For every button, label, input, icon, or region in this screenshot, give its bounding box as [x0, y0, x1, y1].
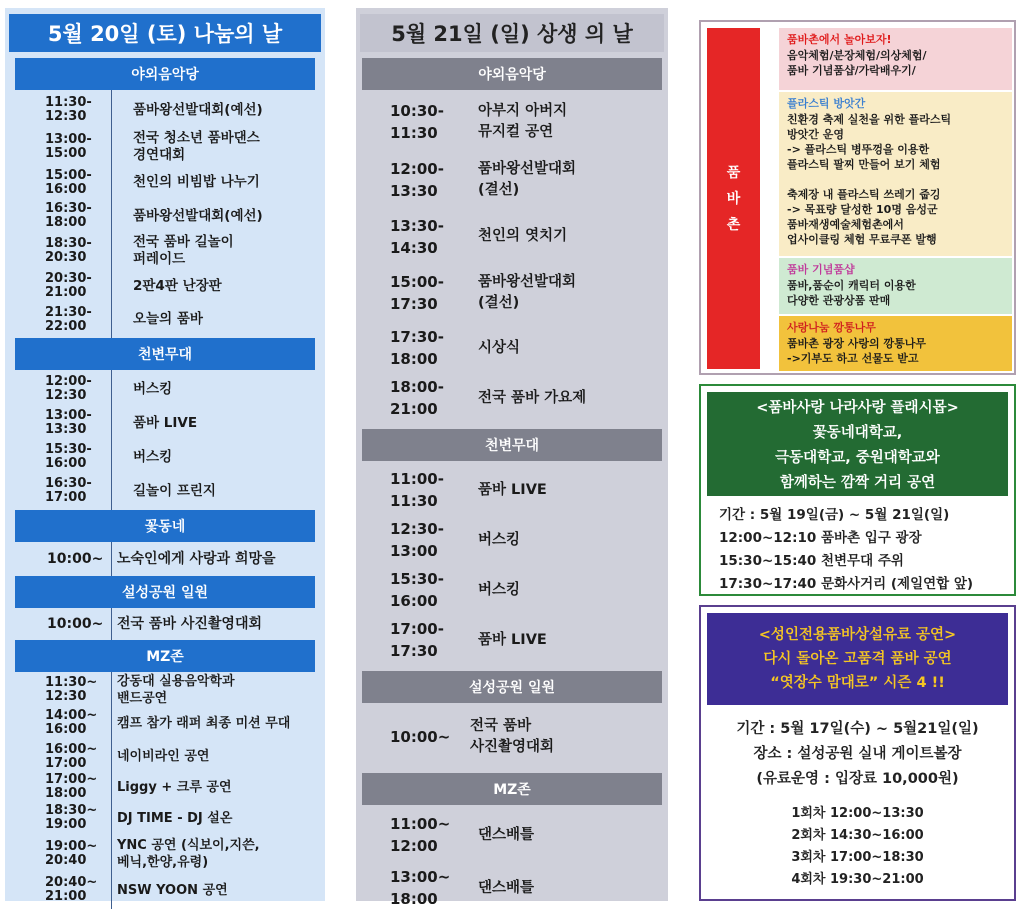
event-name: 아부지 아버지 뮤지컬 공연 [478, 103, 568, 140]
event-name: 천인의 비빔밥 나누기 [133, 174, 260, 190]
time-slot: 18:30~ 19:00 [45, 803, 98, 832]
event-name: 캠프 참가 래퍼 최종 미션 무대 [117, 715, 291, 731]
flashmob-line: 15:30~15:40 천변무대 주위 [719, 553, 904, 569]
venue-header: 천변무대 [362, 429, 662, 461]
event-name: 품바 LIVE [133, 414, 198, 431]
event-name: 2판4판 난장판 [133, 277, 222, 294]
time-slot: 16:00~ 17:00 [45, 741, 98, 771]
block-body: 음악체험/분장체험/의상체험/ 품바 기념품샵/가락배우기/ [787, 49, 927, 77]
venue-rows [362, 461, 662, 671]
column-divider [111, 608, 112, 640]
venue-rows [15, 370, 315, 510]
venue-header: 천변무대 [15, 338, 315, 370]
block-body: 친환경 축제 실천을 위한 플라스틱 방앗간 운영 -> 플라스틱 병뚜껑을 이용한 플라스틱 팔찌 만들어 보기 체험 축제장 내 플라스틱 쓰레기 줍깅 -> 목표량 달성한 10명 음성군 품바재생예술체험촌에서 업사이클링 체험 무료쿠폰 발행 [787, 113, 952, 246]
time-slot: 21:30- 22:00 [45, 304, 92, 334]
schedule-row [362, 263, 662, 323]
adult-info-line: 기간 : 5월 17일(수) ~ 5월21일(일) [736, 721, 979, 737]
time-slot: 11:00~ 12:00 [390, 815, 451, 855]
schedule-row [15, 128, 315, 166]
block-body: 품바촌 광장 사랑의 깡통나무 ->기부도 하고 선물도 받고 [787, 337, 926, 365]
flashmob-header: <품바사랑 나라사랑 플래시몹> 꽃동네대학교, 극동대학교, 중원대학교와 함께하는 깜짝 거리 공연 [707, 392, 1008, 496]
day2-schedule [356, 8, 668, 908]
schedule-row [15, 372, 315, 406]
venue-rows [15, 672, 315, 909]
schedule-row [362, 707, 662, 767]
event-name: 오늘의 품바 [133, 311, 203, 327]
event-name: 품바 LIVE [478, 481, 547, 498]
column-divider [111, 90, 112, 338]
time-slot: 13:30- 14:30 [390, 216, 444, 257]
time-slot: 11:30~ 12:30 [45, 675, 98, 704]
schedule-row [362, 323, 662, 373]
schedule-row [15, 801, 315, 835]
venue-header: 설성공원 일원 [362, 671, 662, 703]
time-slot: 18:30- 20:30 [45, 236, 92, 265]
round-line: 4회차 19:30~21:00 [791, 872, 924, 887]
event-name: 천인의 엿치기 [478, 228, 568, 244]
venue-rows [362, 90, 662, 429]
time-slot: 19:00~ 20:40 [45, 839, 98, 868]
schedule-row [15, 233, 315, 269]
side-char: 촌 [726, 216, 741, 233]
flashmob-line: 17:30~17:40 문화사거리 (제일연합 앞) [719, 576, 974, 592]
venue-header: 설성공원 일원 [15, 576, 315, 608]
schedule-row [15, 873, 315, 907]
column-divider [111, 542, 112, 576]
schedule-row [15, 303, 315, 336]
adult-show-info [701, 717, 1014, 792]
adult-info-line: 장소 : 설성공원 실내 게이트볼장 [753, 746, 962, 762]
schedule-row [15, 406, 315, 440]
venue-rows [15, 608, 315, 640]
event-name: 품바 LIVE [478, 631, 547, 648]
block-heading: 사랑나눔 깡통나무 [787, 321, 876, 334]
time-slot: 20:30- 21:00 [45, 271, 92, 300]
venue-rows [15, 542, 315, 576]
flashmob-details [719, 504, 973, 596]
schedule-row [15, 269, 315, 303]
day1-title: 5월 20일 (토) 나눔의 날 [9, 14, 321, 52]
time-slot: 13:00- 15:00 [45, 132, 92, 161]
round-line: 1회차 12:00~13:30 [791, 806, 924, 821]
schedule-row [362, 861, 662, 915]
adult-show-panel [699, 605, 1016, 901]
schedule-row [362, 615, 662, 665]
time-slot: 20:40~ 21:00 [45, 875, 98, 904]
column-divider [111, 672, 112, 909]
schedule-row [15, 92, 315, 128]
venue-rows [15, 90, 315, 338]
pumbachon-panel [699, 20, 1016, 375]
event-name: 댄스배틀 [478, 879, 535, 896]
schedule-row [15, 674, 315, 706]
schedule-row [15, 706, 315, 740]
schedule-row [362, 94, 662, 150]
event-name: 전국 품바 사진촬영대회 [470, 718, 555, 755]
block-heading: 플라스틱 방앗간 [787, 97, 866, 110]
time-slot: 17:30- 18:00 [390, 328, 444, 368]
event-name: 전국 품바 길놀이 퍼레이드 [133, 234, 234, 267]
pumbachon-play-block [779, 28, 1012, 90]
event-name: DJ TIME - DJ 설온 [117, 810, 233, 826]
time-slot: 15:00- 17:30 [390, 273, 444, 313]
event-name: 길놀이 프린지 [133, 482, 216, 499]
schedule-row [362, 809, 662, 861]
time-slot: 10:00~ [47, 551, 104, 567]
schedule-row [15, 544, 315, 574]
schedule-row [15, 835, 315, 873]
souvenir-shop-block [779, 258, 1012, 314]
schedule-row [362, 210, 662, 263]
schedule-row [15, 610, 315, 638]
time-slot: 11:30- 12:30 [45, 95, 92, 124]
pumbachon-side-label [707, 28, 760, 369]
flashmob-line: 기간 : 5월 19일(금) ~ 5월 21일(일) [719, 507, 950, 523]
time-slot: 11:00- 11:30 [390, 470, 444, 510]
venue-header: 꽃동네 [15, 510, 315, 542]
schedule-row [362, 465, 662, 515]
round-line: 2회차 14:30~16:00 [791, 828, 924, 843]
side-char: 바 [726, 190, 741, 207]
flashmob-line: 12:00~12:10 품바촌 입구 광장 [719, 530, 922, 546]
time-slot: 15:30- 16:00 [45, 442, 92, 471]
round-line: 3회차 17:00~18:30 [791, 850, 924, 865]
schedule-row [362, 515, 662, 565]
block-body: 품바,품순이 캐릭터 이용한 다양한 관광상품 판매 [787, 279, 916, 307]
event-name: 품바왕선발대회(예선) [133, 101, 263, 118]
schedule-row [15, 166, 315, 199]
event-name: 버스킹 [478, 581, 521, 598]
schedule-row [362, 565, 662, 615]
schedule-row [15, 773, 315, 801]
event-name: 네이비라인 공연 [117, 749, 210, 764]
event-name: 전국 품바 사진촬영대회 [117, 615, 262, 632]
event-name: 강동대 실용음악학과 밴드공연 [117, 674, 235, 706]
flashmob-panel [699, 384, 1016, 596]
column-divider [111, 370, 112, 510]
venue-header: 야외음악당 [362, 58, 662, 90]
schedule-row [15, 474, 315, 508]
time-slot: 16:30- 17:00 [45, 476, 92, 505]
event-name: 버스킹 [133, 448, 173, 465]
event-name: YNC 공연 (식보이,지쓴, 베닉,한양,유령) [117, 838, 260, 870]
time-slot: 13:00- 13:30 [45, 408, 92, 437]
block-heading: 품바 기념품샵 [787, 263, 855, 276]
adult-info-line: (유료운영 : 입장료 10,000원) [756, 771, 959, 787]
side-char: 품 [726, 164, 741, 181]
schedule-row [15, 440, 315, 474]
event-name: 전국 청소년 품바댄스 경연대회 [133, 130, 260, 163]
event-name: 품바왕선발대회 (결선) [478, 161, 577, 198]
time-slot: 10:00~ [47, 616, 104, 632]
event-name: 버스킹 [133, 380, 173, 397]
time-slot: 17:00- 17:30 [390, 620, 444, 660]
event-name: 전국 품바 가요제 [478, 389, 587, 406]
day2-title: 5월 21일 (일) 상생 의 날 [360, 14, 664, 52]
time-slot: 10:00~ [390, 728, 451, 746]
event-name: 버스킹 [478, 531, 521, 548]
time-slot: 18:00- 21:00 [390, 378, 444, 418]
schedule-row [362, 373, 662, 423]
schedule-row [15, 199, 315, 233]
time-slot: 10:30- 11:30 [390, 102, 444, 142]
plastic-mill-block [779, 92, 1012, 256]
time-slot: 15:00- 16:00 [45, 167, 92, 197]
venue-header: MZ존 [362, 773, 662, 805]
venue-header: MZ존 [15, 640, 315, 672]
time-slot: 12:00- 13:30 [390, 160, 444, 200]
time-slot: 17:00~ 18:00 [45, 772, 98, 801]
time-slot: 14:00~ 16:00 [45, 708, 98, 737]
event-name: 노숙인에게 사랑과 희망을 [117, 550, 276, 567]
time-slot: 15:30- 16:00 [390, 570, 444, 610]
venue-header: 야외음악당 [15, 58, 315, 90]
time-slot: 16:30- 18:00 [45, 201, 92, 230]
can-tree-block [779, 316, 1012, 371]
time-slot: 12:00- 12:30 [45, 374, 92, 403]
event-name: 품바왕선발대회 (결선) [478, 274, 577, 311]
adult-show-header: <성인전용품바상설유료 공연> 다시 돌아온 고품격 품바 공연 “엿장수 맘대로” 시즌 4 !! [707, 613, 1008, 705]
venue-rows [362, 805, 662, 921]
adult-show-rounds [701, 803, 1014, 891]
schedule-row [15, 740, 315, 773]
schedule-row [362, 150, 662, 210]
event-name: 품바왕선발대회(예선) [133, 207, 263, 224]
time-slot: 12:30- 13:00 [390, 520, 444, 560]
block-heading: 품바촌에서 놀아보자! [787, 33, 892, 46]
time-slot: 13:00~ 18:00 [390, 868, 451, 908]
event-name: Liggy + 크루 공연 [117, 779, 232, 795]
event-name: 시상식 [478, 339, 521, 356]
event-name: 댄스배틀 [478, 826, 535, 843]
event-name: NSW YOON 공연 [117, 882, 228, 898]
venue-rows [362, 703, 662, 773]
day1-schedule [5, 8, 325, 904]
